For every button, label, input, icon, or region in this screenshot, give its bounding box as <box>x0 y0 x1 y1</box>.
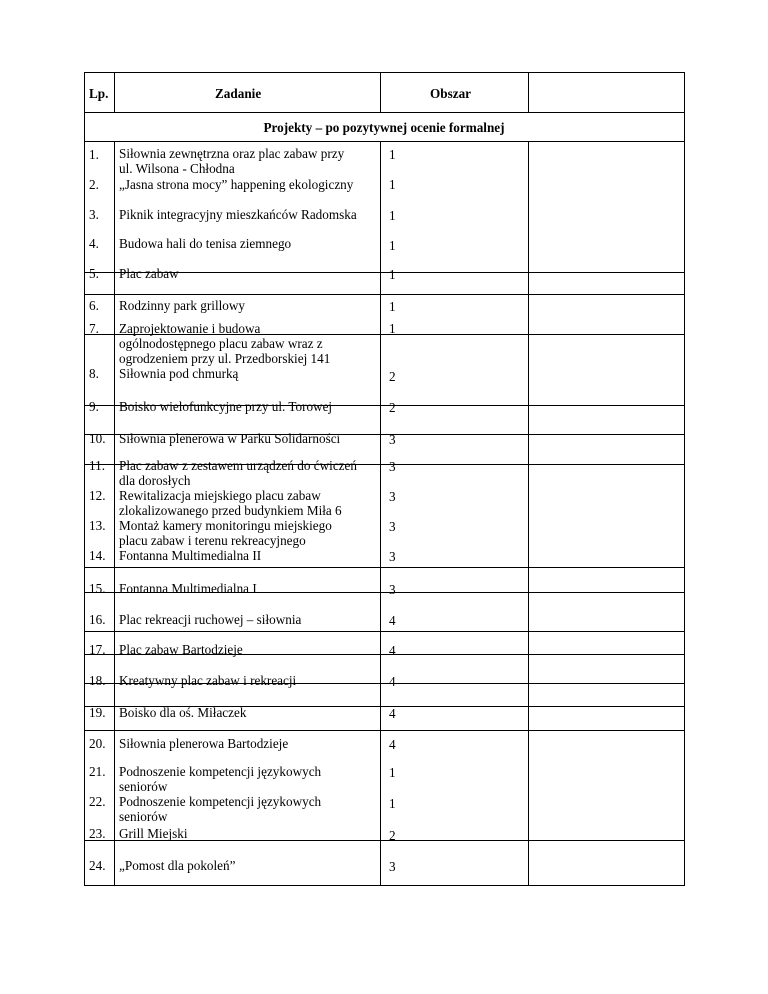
task-name: Siłownia pod chmurką <box>119 366 239 381</box>
area-value: 1 <box>389 147 396 162</box>
task-name: „Pomost dla pokoleń” <box>119 858 236 873</box>
row-number: 1. <box>89 147 99 162</box>
table-horizontal-rule <box>84 72 685 73</box>
area-value: 3 <box>389 859 396 874</box>
task-name: „Jasna strona mocy” happening ekologiczny <box>119 177 354 192</box>
area-value: 2 <box>389 828 396 843</box>
row-number: 3. <box>89 207 99 222</box>
table-vertical-rule <box>528 72 529 112</box>
area-value: 3 <box>389 459 396 474</box>
area-value: 1 <box>389 321 396 336</box>
row-number: 15. <box>89 581 106 596</box>
task-name: Fontanna Multimedialna I <box>119 581 257 596</box>
row-number: 18. <box>89 673 106 688</box>
task-name: Siłownia plenerowa w Parku Solidarności <box>119 431 341 446</box>
task-name: Zaprojektowanie i budowa ogólnodostępnego placu zabaw wraz z ogrodzeniem przy ul. Przedborskiej 141 <box>119 321 331 367</box>
area-value: 3 <box>389 489 396 504</box>
section-title: Projekty – po pozytywnej ocenie formalnej <box>263 120 505 135</box>
task-name: Plac rekreacji ruchowej – siłownia <box>119 612 302 627</box>
task-name: Podnoszenie kompetencji językowych seniorów <box>119 764 322 795</box>
area-value: 2 <box>389 400 396 415</box>
task-name: Montaż kamery monitoringu miejskiego placu zabaw i terenu rekreacyjnego <box>119 518 332 549</box>
area-value: 1 <box>389 238 396 253</box>
area-value: 3 <box>389 519 396 534</box>
column-header-obszar: Obszar <box>430 86 472 101</box>
table-vertical-rule <box>114 141 115 885</box>
task-name: Rewitalizacja miejskiego placu zabaw zlokalizowanego przed budynkiem Miła 6 <box>119 488 342 519</box>
task-name: Piknik integracyjny mieszkańców Radomska <box>119 207 357 222</box>
area-value: 1 <box>389 267 396 282</box>
row-number: 22. <box>89 794 106 809</box>
projects-table <box>84 72 684 885</box>
area-value: 1 <box>389 208 396 223</box>
task-name: Plac zabaw z zestawem urządzeń do ćwiczeń dla dorosłych <box>119 458 357 489</box>
task-name: Plac zabaw <box>119 266 179 281</box>
row-number: 12. <box>89 488 106 503</box>
column-header-zadanie: Zadanie <box>215 86 262 101</box>
task-name: Fontanna Multimedialna II <box>119 548 262 563</box>
task-name: Plac zabaw Bartodzieje <box>119 642 243 657</box>
row-number: 7. <box>89 321 99 336</box>
table-horizontal-rule <box>84 112 685 113</box>
task-name: Podnoszenie kompetencji językowych seniorów <box>119 794 322 825</box>
area-value: 1 <box>389 765 396 780</box>
column-header-lp: Lp. <box>89 86 109 101</box>
row-number: 8. <box>89 366 99 381</box>
row-number: 2. <box>89 177 99 192</box>
area-value: 3 <box>389 432 396 447</box>
table-horizontal-rule <box>84 567 685 568</box>
task-name: Siłownia zewnętrzna oraz plac zabaw przy ul. Wilsona - Chłodna <box>119 146 345 177</box>
task-name: Boisko wielofunkcyjne przy ul. Torowej <box>119 399 333 414</box>
area-value: 3 <box>389 549 396 564</box>
table-vertical-rule <box>84 72 85 886</box>
task-name: Siłownia plenerowa Bartodzieje <box>119 736 289 751</box>
row-number: 9. <box>89 399 99 414</box>
area-value: 4 <box>389 613 396 628</box>
row-number: 13. <box>89 518 106 533</box>
table-vertical-rule <box>684 72 685 886</box>
table-horizontal-rule <box>84 631 685 632</box>
task-name: Rodzinny park grillowy <box>119 298 245 313</box>
table-horizontal-rule <box>84 730 685 731</box>
row-number: 6. <box>89 298 99 313</box>
area-value: 1 <box>389 796 396 811</box>
area-value: 4 <box>389 706 396 721</box>
area-value: 2 <box>389 369 396 384</box>
area-value: 1 <box>389 177 396 192</box>
area-value: 1 <box>389 299 396 314</box>
row-number: 17. <box>89 642 106 657</box>
row-number: 21. <box>89 764 106 779</box>
area-value: 4 <box>389 674 396 689</box>
area-value: 4 <box>389 737 396 752</box>
table-vertical-rule <box>380 141 381 885</box>
row-number: 16. <box>89 612 106 627</box>
table-horizontal-rule <box>84 885 685 886</box>
row-number: 24. <box>89 858 106 873</box>
task-name: Kreatywny plac zabaw i rekreacji <box>119 673 297 688</box>
area-value: 3 <box>389 582 396 597</box>
table-horizontal-rule <box>84 294 685 295</box>
row-number: 11. <box>89 458 105 473</box>
row-number: 19. <box>89 705 106 720</box>
row-number: 5. <box>89 266 99 281</box>
task-name: Grill Miejski <box>119 826 188 841</box>
table-vertical-rule <box>114 72 115 112</box>
row-number: 4. <box>89 236 99 251</box>
table-horizontal-rule <box>84 141 685 142</box>
table-vertical-rule <box>380 72 381 112</box>
area-value: 4 <box>389 643 396 658</box>
task-name: Boisko dla oś. Miłaczek <box>119 705 247 720</box>
table-vertical-rule <box>528 141 529 885</box>
row-number: 10. <box>89 431 106 446</box>
task-name: Budowa hali do tenisa ziemnego <box>119 236 292 251</box>
row-number: 20. <box>89 736 106 751</box>
row-number: 14. <box>89 548 106 563</box>
row-number: 23. <box>89 826 106 841</box>
